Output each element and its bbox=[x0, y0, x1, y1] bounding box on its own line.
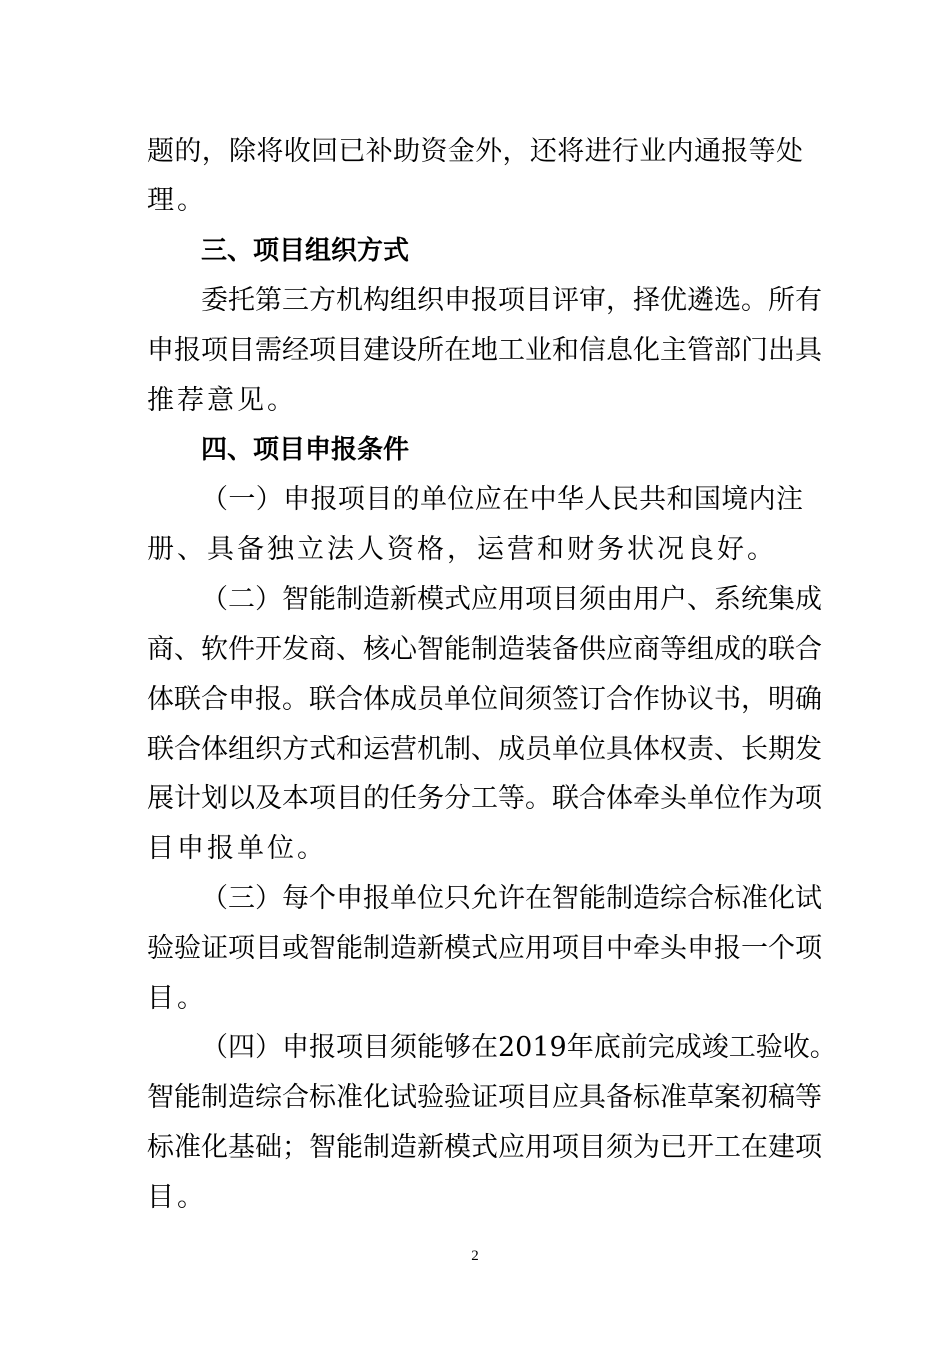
body-text-line: （四）申报项目须能够在2019年底前完成竣工验收。 bbox=[201, 1032, 837, 1063]
body-text-line: 题的，除将收回已补助资金外，还将进行业内通报等处 bbox=[147, 136, 803, 167]
body-text-line: 标准化基础；智能制造新模式应用项目须为已开工在建项 bbox=[147, 1132, 822, 1163]
body-text-line: （一）申报项目的单位应在中华人民共和国境内注 bbox=[201, 484, 803, 515]
body-text-line: 目。 bbox=[147, 1182, 207, 1213]
body-text-line: 智能制造综合标准化试验验证项目应具备标准草案初稿等 bbox=[147, 1082, 822, 1113]
body-text-line: 申报项目需经项目建设所在地工业和信息化主管部门出具 bbox=[147, 335, 822, 366]
body-text-line: 推荐意见。 bbox=[147, 385, 297, 416]
body-text-line: 目申报单位。 bbox=[147, 833, 327, 864]
body-text-line: 体联合申报。联合体成员单位间须签订合作协议书，明确 bbox=[147, 684, 822, 715]
body-text-line: 联合体组织方式和运营机制、成员单位具体权责、长期发 bbox=[147, 734, 822, 765]
body-text-line: 展计划以及本项目的任务分工等。联合体牵头单位作为项 bbox=[147, 783, 822, 814]
section-heading: 四、项目申报条件 bbox=[201, 435, 410, 465]
body-text-line: 委托第三方机构组织申报项目评审，择优遴选。所有 bbox=[201, 285, 822, 316]
body-text-line: 册、具备独立法人资格，运营和财务状况良好。 bbox=[147, 534, 777, 565]
body-text-line: 理。 bbox=[147, 185, 207, 216]
section-heading: 三、项目组织方式 bbox=[201, 236, 410, 266]
page-number: 2 bbox=[471, 1248, 479, 1264]
body-text-line: 商、软件开发商、核心智能制造装备供应商等组成的联合 bbox=[147, 634, 822, 665]
body-text-line: 目。 bbox=[147, 983, 207, 1014]
body-text-line: （二）智能制造新模式应用项目须由用户、系统集成 bbox=[201, 584, 822, 615]
body-text-line: 验验证项目或智能制造新模式应用项目中牵头申报一个项 bbox=[147, 933, 822, 964]
body-text-line: （三）每个申报单位只允许在智能制造综合标准化试 bbox=[201, 883, 822, 914]
